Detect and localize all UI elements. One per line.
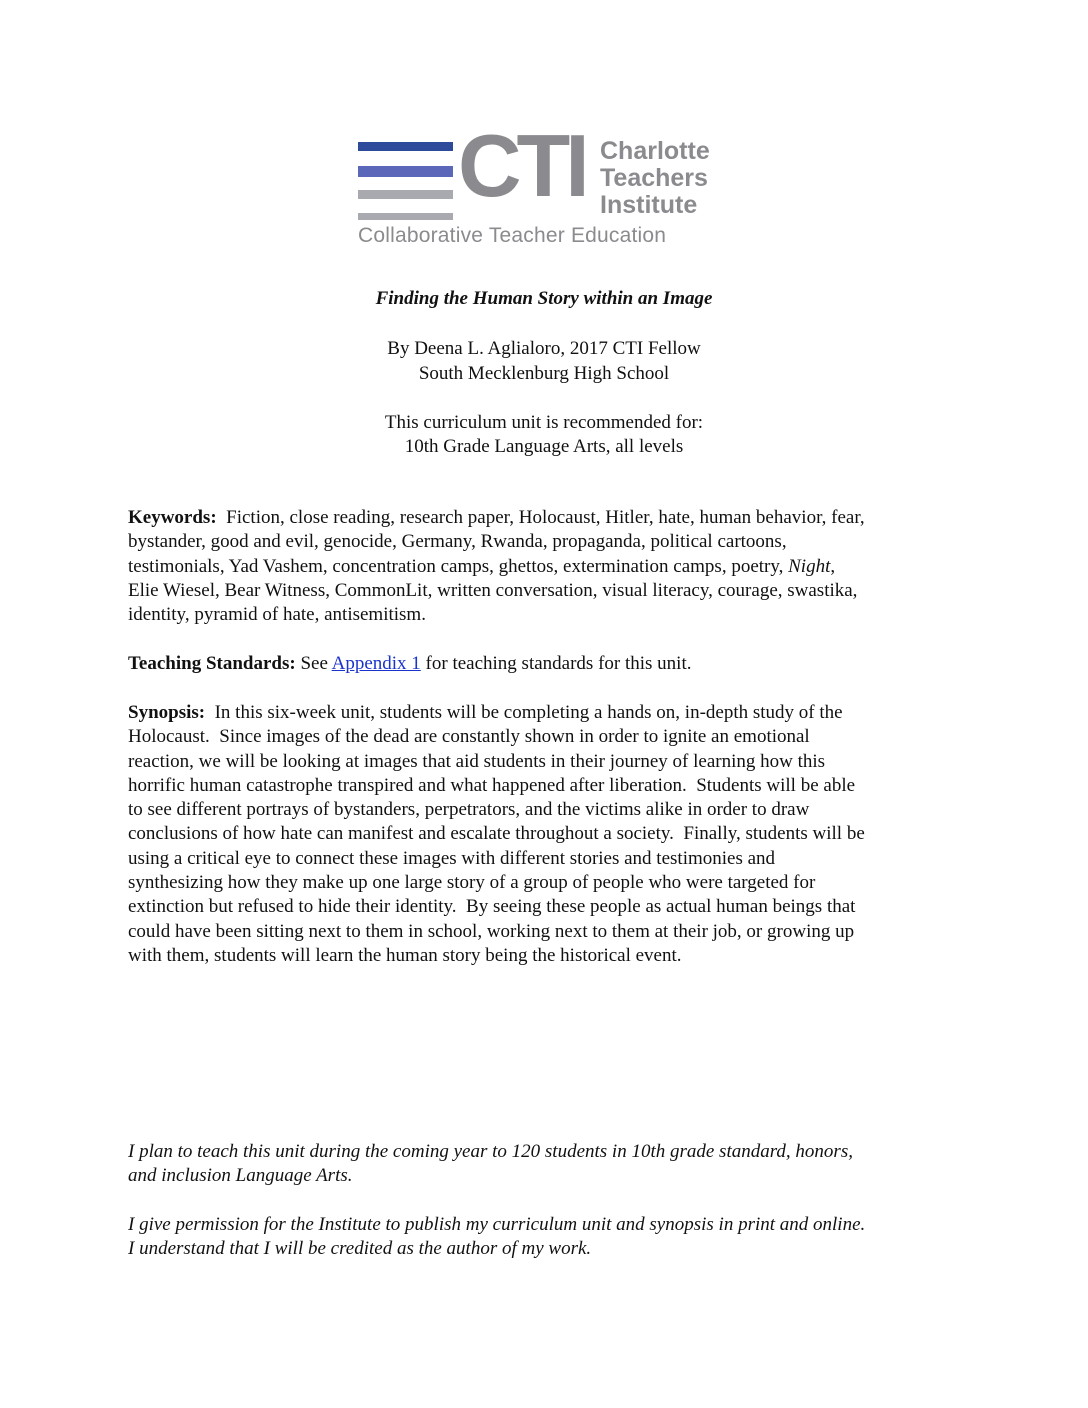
standards-text: See [295,653,332,674]
logo-bar-dark [358,142,453,151]
synopsis-line: synthesizing how they make up one large story of a group of people who were targeted for [128,872,816,894]
author-byline: By Deena L. Aglialoro, 2017 CTI Fellow [387,338,701,359]
synopsis-line: extinction but refused to hide their identity. By seeing these people as actual human beings that [128,896,856,918]
permission-statement [128,1213,968,1262]
recommended-grade: 10th Grade Language Arts, all levels [404,436,684,457]
teaching-plan-statement [128,1140,968,1189]
logo-name-line: Institute [600,191,698,219]
unit-title: Finding the Human Story within an Image [375,288,713,309]
keywords-text: Fiction, close reading, research paper, Holocaust, Hitler, hate, human behavior, fear, [216,507,865,528]
logo-name-line: Teachers [600,164,708,192]
permission-line: I understand that I will be credited as the author of my work. [128,1238,592,1260]
synopsis-paragraph [128,701,968,968]
keywords-line: bystander, good and evil, genocide, Germany, Rwanda, propaganda, political cartoons, [128,531,787,553]
synopsis-text: In this six-week unit, students will be completing a hands on, in-depth study of the [205,702,843,723]
synopsis-line: using a critical eye to connect these images with different stories and testimonies and [128,847,776,869]
logo-bar-gray-thin [358,213,453,220]
keywords-line [128,555,968,579]
synopsis-line: conclusions of how hate can manifest and escalate throughout a society. Finally, students will be [128,823,865,845]
plan-line: I plan to teach this unit during the coming year to 120 students in 10th grade standard, honors, [128,1141,853,1162]
standards-paragraph [128,652,968,676]
logo-cti-letters: CTI [458,116,585,215]
school-name: South Mecklenburg High School [418,363,670,384]
keywords-label: Keywords: [128,507,217,528]
logo-bar-mid [358,166,453,177]
synopsis-line: horrific human catastrophe transpired and what happened after liberation. Students will be able [128,774,856,796]
synopsis-line: to see different portrays of bystanders, perpetrators, and the victims alike in order to draw [128,799,810,821]
logo-name-line: Charlotte [600,137,710,165]
keywords-night-title: Night [788,555,831,577]
keywords-text: , [830,555,836,577]
keywords-paragraph [128,506,968,627]
synopsis-line [128,701,968,725]
logo-tagline: Collaborative Teacher Education [358,224,667,247]
standards-line [128,652,968,676]
synopsis-label: Synopsis: [128,702,206,723]
keywords-line [128,506,968,530]
synopsis-line: Holocaust. Since images of the dead are constantly shown in order to ignite an emotional [128,726,810,748]
logo-institute-name [600,138,710,219]
synopsis-line: with them, students will learn the human story being the historical event. [128,944,682,966]
plan-line: and inclusion Language Arts. [128,1165,353,1187]
standards-text: for teaching standards for this unit. [420,653,692,674]
standards-label: Teaching Standards: [128,653,296,674]
cti-logo [358,116,738,256]
logo-bar-gray [358,190,453,199]
synopsis-line: reaction, we will be looking at images that aid students in their journey of learning how this [128,750,826,772]
keywords-line: Elie Wiesel, Bear Witness, CommonLit, written conversation, visual literacy, courage, swastika, [128,579,858,601]
keywords-text: testimonials, Yad Vashem, concentration camps, ghettos, extermination camps, poetry, [128,555,789,577]
appendix-1-link[interactable]: Appendix 1 [331,653,421,674]
keywords-line: identity, pyramid of hate, antisemitism. [128,604,426,626]
permission-line: I give permission for the Institute to publish my curriculum unit and synopsis in print and online. [128,1214,866,1235]
synopsis-line: could have been sitting next to them in school, working next to them at their job, or growing up [128,920,855,942]
recommended-intro: This curriculum unit is recommended for: [384,412,704,433]
